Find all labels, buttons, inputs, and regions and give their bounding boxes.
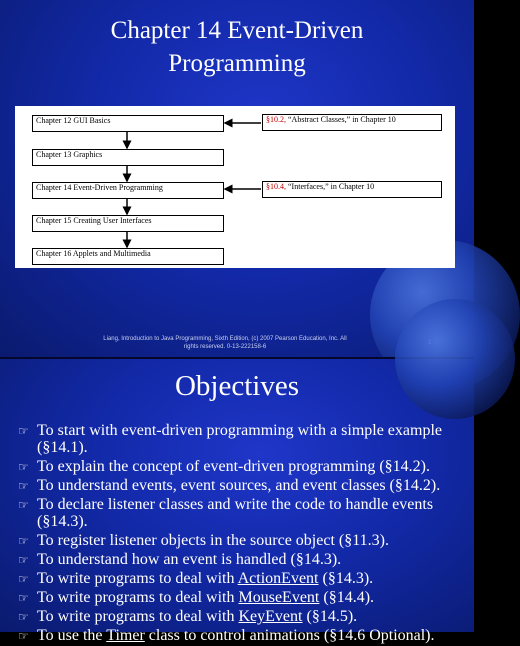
chapter-12-box: Chapter 12 GUI Basics	[32, 115, 224, 132]
pointing-hand-icon: ☞	[18, 553, 29, 567]
title-line-2: Programming	[168, 50, 306, 77]
slide-2	[0, 359, 474, 644]
section-ref: §10.4,	[266, 182, 286, 191]
chapter-dependency-chart	[15, 106, 455, 268]
pointing-hand-icon: ☞	[18, 572, 29, 586]
chapter-13-box: Chapter 13 Graphics	[32, 149, 224, 166]
pointing-hand-icon: ☞	[18, 629, 29, 643]
objective-item: ☞ To understand how an event is handled (§14.3).	[18, 551, 342, 568]
class-name-link: KeyEvent	[238, 608, 303, 625]
copyright-footer: Liang, Introduction to Java Programming, Sixth Edition, (c) 2007 Pearson Education, Inc. All rights reserved. 0-13-222158-6	[103, 336, 347, 350]
pointing-hand-icon: ☞	[18, 424, 29, 438]
objective-item: ☞ To explain the concept of event-driven programming (§14.2).	[18, 458, 430, 475]
objective-item: ☞ To declare listener classes and write the code to handle events (§14.3).	[18, 496, 434, 530]
slide-1-title	[0, 14, 474, 80]
section-ref: §10.2,	[266, 115, 286, 124]
pointing-hand-icon: ☞	[18, 591, 29, 605]
interfaces-ref-box: §10.4, “Interfaces,” in Chapter 10	[262, 181, 442, 198]
class-name-link: Timer	[106, 627, 145, 644]
objective-item: ☞ To start with event-driven programming with a simple example (§14.1).	[18, 422, 442, 456]
pointing-hand-icon: ☞	[18, 498, 29, 512]
objectives-list	[0, 422, 474, 646]
objective-item: ☞ To write programs to deal with ActionEvent (§14.3).	[18, 570, 374, 587]
objective-item: ☞ To write programs to deal with MouseEvent (§14.4).	[18, 589, 375, 606]
chapter-14-box: Chapter 14 Event-Driven Programming	[32, 182, 224, 199]
objective-item: ☞ To write programs to deal with KeyEvent (§14.5).	[18, 608, 358, 625]
pointing-hand-icon: ☞	[18, 460, 29, 474]
objective-item: ☞ To register listener objects in the source object (§11.3).	[18, 532, 389, 549]
pointing-hand-icon: ☞	[18, 610, 29, 624]
objective-item: ☞ To use the Timer class to control animations (§14.6 Optional).	[18, 627, 435, 644]
pointing-hand-icon: ☞	[18, 534, 29, 548]
class-name-link: ActionEvent	[237, 570, 319, 587]
chapter-16-box: Chapter 16 Applets and Multimedia	[32, 248, 224, 265]
title-line-1: Chapter 14 Event-Driven	[110, 17, 364, 44]
class-name-link: MouseEvent	[238, 589, 320, 606]
slide-2-title: Objectives	[174, 370, 299, 402]
abstract-classes-ref-box: §10.2, “Abstract Classes,” in Chapter 10	[262, 114, 442, 131]
pointing-hand-icon: ☞	[18, 479, 29, 493]
chapter-15-box: Chapter 15 Creating User Interfaces	[32, 215, 224, 232]
objective-item: ☞ To understand events, event sources, and event classes (§14.2).	[18, 477, 441, 494]
